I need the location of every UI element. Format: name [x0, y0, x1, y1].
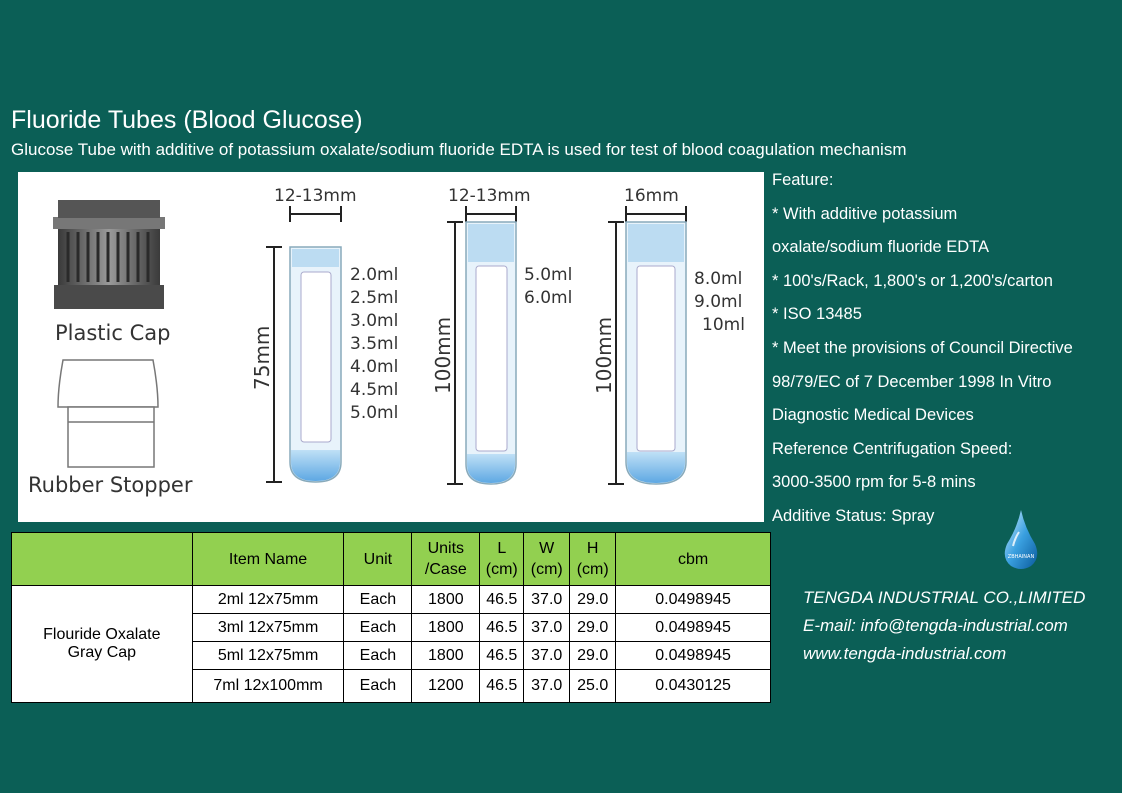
- feature-line: Additive Status: Spray: [772, 506, 935, 525]
- cell-unit: Each: [344, 586, 412, 614]
- tube-3-volume: 8.0ml: [694, 269, 743, 289]
- table-header-row: [12, 533, 771, 586]
- cell-height: 29.0: [570, 614, 616, 642]
- cell-length: 46.5: [480, 586, 524, 614]
- cell-unit: Each: [344, 642, 412, 670]
- cell-height: 29.0: [570, 642, 616, 670]
- tube-1-volume: 5.0ml: [350, 403, 399, 423]
- feature-line: 98/79/EC of 7 December 1998 In Vitro: [772, 372, 1052, 391]
- header-cbm: cbm: [616, 533, 771, 586]
- header-product: [12, 533, 193, 586]
- cell-length: 46.5: [480, 614, 524, 642]
- tube-3-width-label: 16mm: [624, 186, 679, 206]
- cell-cbm: 0.0430125: [616, 670, 771, 703]
- tube-3-length-label: 100mm: [592, 316, 616, 394]
- feature-line: Reference Centrifugation Speed:: [772, 439, 1013, 458]
- logo-text: ZBHAINAN: [1007, 554, 1035, 560]
- tube-1-volume: 4.0ml: [350, 357, 399, 377]
- header-units-case: Units /Case: [412, 533, 480, 586]
- tube-1-volume: 3.0ml: [350, 311, 399, 331]
- tube-2-length-label: 100mm: [431, 316, 455, 394]
- header-unit: Unit: [344, 533, 412, 586]
- cell-unit: Each: [344, 614, 412, 642]
- tube-1-width-label: 12-13mm: [274, 186, 357, 206]
- cell-item-name: 7ml 12x100mm: [192, 670, 344, 703]
- feature-list: [772, 170, 1120, 540]
- rubber-stopper-label: Rubber Stopper: [28, 473, 193, 497]
- feature-line: * ISO 13485: [772, 305, 862, 324]
- company-website[interactable]: www.tengda-industrial.com: [803, 644, 1007, 663]
- cell-length: 46.5: [480, 642, 524, 670]
- tube-3-volume: 10ml: [702, 315, 745, 335]
- cell-cbm: 0.0498945: [616, 614, 771, 642]
- spec-table: [11, 532, 771, 703]
- cell-width: 37.0: [524, 614, 570, 642]
- tube-2-width-label: 12-13mm: [448, 186, 531, 206]
- tube-1: [250, 186, 398, 482]
- header-width: W (cm): [524, 533, 570, 586]
- company-info: [803, 588, 1085, 672]
- cell-item-name: 3ml 12x75mm: [192, 614, 344, 642]
- tube-1-volume: 4.5ml: [350, 380, 399, 400]
- cell-units-case: 1200: [412, 670, 480, 703]
- cell-unit: Each: [344, 670, 412, 703]
- company-name: TENGDA INDUSTRIAL CO.,LIMITED: [803, 588, 1086, 607]
- page-subtitle: Glucose Tube with additive of potassium oxalate/sodium fluoride EDTA is used for test of blood coagulation mechanism: [11, 140, 907, 159]
- cell-width: 37.0: [524, 642, 570, 670]
- cell-units-case: 1800: [412, 642, 480, 670]
- feature-line: oxalate/sodium fluoride EDTA: [772, 238, 990, 257]
- feature-line: 3000-3500 rpm for 5-8 mins: [772, 473, 976, 492]
- rubber-stopper-illustration: [58, 360, 158, 467]
- cell-height: 29.0: [570, 586, 616, 614]
- cell-height: 25.0: [570, 670, 616, 703]
- cell-width: 37.0: [524, 586, 570, 614]
- tube-2: [431, 186, 572, 484]
- feature-line: Diagnostic Medical Devices: [772, 406, 974, 425]
- water-drop-logo: [1003, 508, 1039, 577]
- cell-units-case: 1800: [412, 586, 480, 614]
- tube-1-volume: 3.5ml: [350, 334, 399, 354]
- tube-3: [592, 186, 745, 484]
- tube-3-volume: 9.0ml: [694, 292, 743, 312]
- tube-1-volume: 2.5ml: [350, 288, 399, 308]
- cell-cbm: 0.0498945: [616, 642, 771, 670]
- header-height: H (cm): [570, 533, 616, 586]
- tube-2-volume: 6.0ml: [524, 288, 573, 308]
- feature-line: * 100's/Rack, 1,800's or 1,200's/carton: [772, 271, 1053, 290]
- cell-item-name: 5ml 12x75mm: [192, 642, 344, 670]
- cell-units-case: 1800: [412, 614, 480, 642]
- company-email[interactable]: E-mail: info@tengda-industrial.com: [803, 616, 1068, 635]
- tube-1-length-label: 75mm: [250, 325, 274, 390]
- cell-width: 37.0: [524, 670, 570, 703]
- plastic-cap-illustration: [53, 200, 165, 309]
- table-row: [12, 586, 771, 614]
- tube-2-volume: 5.0ml: [524, 265, 573, 285]
- cell-item-name: 2ml 12x75mm: [192, 586, 344, 614]
- header-item-name: Item Name: [192, 533, 344, 586]
- feature-line: * With additive potassium: [772, 204, 958, 223]
- page-title: Fluoride Tubes (Blood Glucose): [11, 106, 363, 134]
- tube-1-volume: 2.0ml: [350, 265, 399, 285]
- feature-line: * Meet the provisions of Council Directive: [772, 338, 1073, 357]
- cell-length: 46.5: [480, 670, 524, 703]
- feature-line: Feature:: [772, 171, 834, 189]
- tube-diagram: [18, 172, 764, 522]
- header-length: L (cm): [480, 533, 524, 586]
- product-name-cell: Flouride Oxalate Gray Cap: [12, 586, 193, 703]
- cell-cbm: 0.0498945: [616, 586, 771, 614]
- plastic-cap-label: Plastic Cap: [55, 321, 171, 345]
